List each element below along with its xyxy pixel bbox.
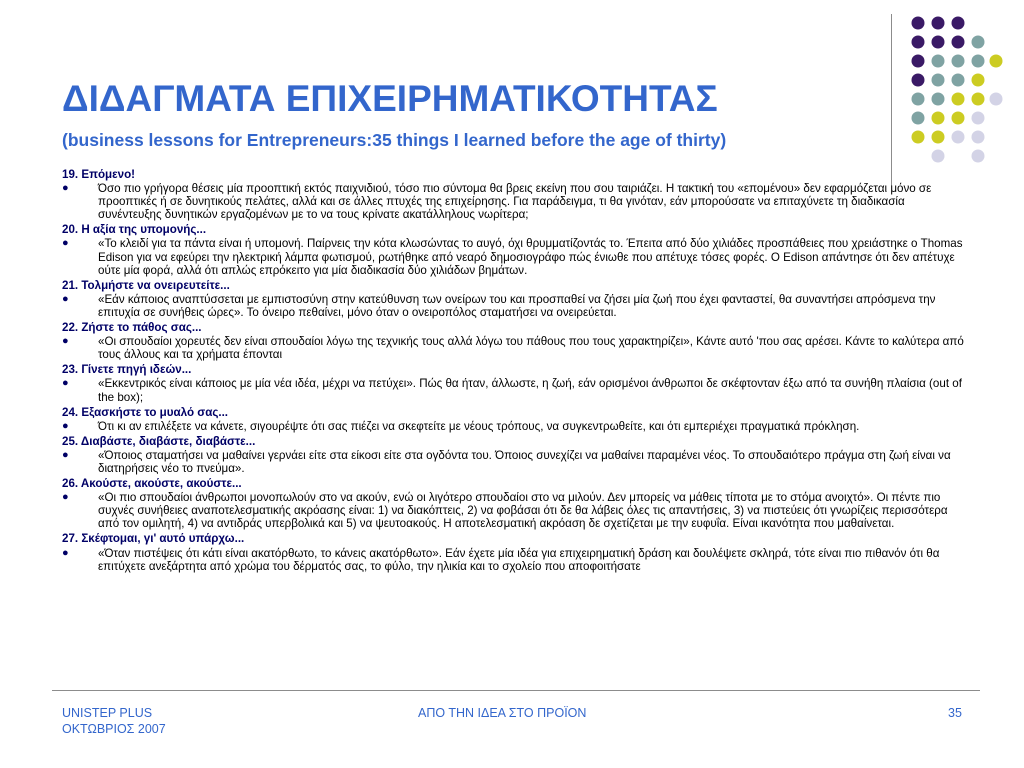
page-number: 35 — [948, 706, 962, 720]
lesson-bullet-item — [62, 293, 964, 319]
bullet-dot-icon: ● — [62, 419, 69, 432]
lesson-heading: 19. Επόμενο! — [62, 168, 136, 181]
decor-dot — [932, 131, 945, 144]
title-divider-vertical — [891, 14, 892, 186]
lesson-bullet-item — [62, 237, 964, 276]
decor-dot — [972, 112, 985, 125]
decor-dot — [952, 112, 965, 125]
lesson-text: «Το κλειδί για τα πάντα είναι ή υπομονή. Παίρνεις την κότα κλωσώντας το αυγό, όχι θρυμματίζοντάς το. Έπειτα από δύο χιλιάδες προσπάθειες που χρειάστηκε ο Thomas Edison για να εφεύρει την ηλεκτρική λάμπα φωτισμού, ρωτήθηκε από νεαρό δημοσιογράφο πώς ένιωθε που απέτυχε τόσες φορές. Ο Edison απάντησε ότι δεν απέτυχε ούτε μία φορά, αλλά ότι απλώς επρόκειτο για μία διαδικασία δύο χιλιάδων βημάτων. — [98, 237, 963, 277]
decor-dot — [932, 93, 945, 106]
decor-dot — [972, 93, 985, 106]
lesson-heading: 27. Σκέφτομαι, γι' αυτό υπάρχω... — [62, 532, 245, 546]
decor-dot — [990, 55, 1003, 68]
lesson-text: «Όταν πιστέψεις ότι κάτι είναι ακατόρθωτο, το κάνεις ακατόρθωτο». Εάν έχετε μία ιδέα για επιχειρηματική δράση και δουλέψετε σκληρά, τότε είναι πιο πιθανόν ότι θα επιτύχετε ανεξάρτητα από χρώμα του δέρματός σας, το φύλο, την ηλικία και το σχολείο που αποφοιτήσατε — [98, 546, 940, 573]
bullet-dot-icon: ● — [62, 292, 69, 305]
lesson-bullet-item — [62, 491, 964, 530]
lesson-text: «Όποιος σταματήσει να μαθαίνει γερνάει είτε στα είκοσι είτε στα ογδόντα του. Όποιος συνεχίζει να μαθαίνει παραμένει νέος. Το σπουδαιότερο πράγμα στη ζωή είναι να διατηρήσεις νέο το πνεύμα». — [98, 448, 951, 475]
decor-dot — [912, 112, 925, 125]
bullet-dot-icon: ● — [62, 377, 69, 390]
decor-dot — [912, 17, 925, 30]
lesson-text: «Οι πιο σπουδαίοι άνθρωποι μονοπωλούν στο να ακούν, ενώ οι λιγότερο σπουδαίοι στο να μιλούν. Δεν μπορείς να μάθεις τίποτα με το στόμα ανοιχτό». Οι πέντε πιο συχνές συνήθειες αναποτελεσματικής ακρόασης είναι: 1) να διακόπτεις, 2) να φοβάσαι ότι δε θα λάβεις όλες τις απαντήσεις, 3) να πιστεύεις ότι γνωρίζεις περισσότερα από τον ομιλητή, 4) να αντιδράς υπερβολικά και 5) να ψευτοακούς. Η αποτελεσματική ακρόαση δε σχετίζεται με την ευφυΐα. Είναι ικανότητα που μαθαίνεται. — [98, 491, 948, 531]
lesson-bullet-item — [62, 449, 964, 475]
lesson-text: «Εκκεντρικός είναι κάποιος με μία νέα ιδέα, μέχρι να πετύχει». Πώς θα ήταν, άλλωστε, η ζωή, εάν ορισμένοι άνθρωποι δε σκέφτονταν έξω από τα συνήθη πλαίσια (out of the box); — [98, 377, 962, 404]
lesson-heading: 23. Γίνετε πηγή ιδεών... — [62, 363, 192, 377]
bullet-dot-icon: ● — [62, 491, 69, 504]
decor-dot — [952, 17, 965, 30]
lesson-heading: 21. Τολμήστε να ονειρευτείτε... — [62, 278, 230, 292]
decor-dot — [912, 55, 925, 68]
lesson-heading: 26. Ακούστε, ακούστε, ακούστε... — [62, 477, 242, 491]
lesson-heading: 22. Ζήστε το πάθος σας... — [62, 321, 202, 335]
decor-dot — [912, 93, 925, 106]
decor-dot — [952, 93, 965, 106]
lesson-bullet-item — [62, 182, 964, 221]
decor-dot — [932, 36, 945, 49]
decor-dot — [972, 36, 985, 49]
decor-dot — [932, 74, 945, 87]
bullet-dot-icon: ● — [62, 182, 69, 195]
footer-divider — [52, 690, 980, 691]
decor-dot — [932, 112, 945, 125]
decor-dot — [972, 55, 985, 68]
decor-dot — [932, 150, 945, 163]
decor-dot — [912, 36, 925, 49]
footer-center-text: ΑΠΟ ΤΗΝ ΙΔΕΑ ΣΤΟ ΠΡΟΪΟΝ — [418, 706, 587, 720]
lesson-text: Ότι κι αν επιλέξετε να κάνετε, σιγουρέψτε ότι σας πιέζει να σκεφτείτε με νέους τρόπους, να συγκεντρωθείτε, και ότι εμπεριέχει πραγματικά πρόκληση. — [98, 419, 860, 433]
decor-dot — [952, 36, 965, 49]
decor-dot — [952, 55, 965, 68]
decor-dot — [972, 74, 985, 87]
lesson-bullet-item — [62, 547, 964, 573]
lesson-bullet-item — [62, 377, 964, 403]
slide-subtitle: (business lessons for Entrepreneurs:35 things I learned before the age of thirty) — [62, 130, 727, 150]
footer-left — [62, 705, 166, 737]
bullet-dot-icon: ● — [62, 546, 69, 559]
footer-date: ΟΚΤΩΒΡΙΟΣ 2007 — [62, 722, 166, 736]
footer-org: UNISTEP PLUS — [62, 706, 153, 720]
decor-dot — [990, 93, 1003, 106]
decor-dot — [932, 17, 945, 30]
lesson-heading: 25. Διαβάστε, διαβάστε, διαβάστε... — [62, 434, 256, 448]
lessons-list — [62, 166, 964, 573]
lesson-text: «Εάν κάποιος αναπτύσσεται με εμπιστοσύνη στην κατεύθυνση των ονείρων του και προσπαθεί να ζήσει μία ζωή που έχει φανταστεί, θα συναντήσει απρόσμενα την επιτυχία σε συνήθεις ώρες». Το όνειρο πεθαίνει, μόνο όταν ο ονειροπόλος σταματήσει να ονειρεύεται. — [98, 292, 936, 319]
bullet-dot-icon: ● — [62, 335, 69, 348]
bullet-dot-icon: ● — [62, 448, 69, 461]
slide-title: ΔΙΔΑΓΜΑΤΑ ΕΠΙΧΕΙΡΗΜΑΤΙΚΟΤΗΤΑΣ — [62, 78, 718, 119]
decor-dot — [972, 150, 985, 163]
lesson-heading: 24. Εξασκήστε το μυαλό σας... — [62, 405, 229, 419]
lesson-heading: 20. Η αξία της υπομονής... — [62, 223, 207, 237]
lesson-text: «Οι σπουδαίοι χορευτές δεν είναι σπουδαίοι λόγω της τεχνικής τους αλλά λόγω του πάθους που τους χαρακτηρίζει», Κάντε αυτό 'που σας αρέσει. Κάντε το καλύτερα από τους άλλους και τα χρήματα έπονται — [98, 335, 964, 362]
decor-dot — [972, 131, 985, 144]
bullet-dot-icon: ● — [62, 237, 69, 250]
lesson-bullet-item — [62, 335, 964, 361]
decor-dot — [952, 131, 965, 144]
lesson-bullet-item — [62, 420, 964, 433]
lesson-text: Όσο πιο γρήγορα θέσεις μία προοπτική εκτός παιχνιδιού, τόσο πιο σύντομα θα βρεις εκείνη που σου ταιριάζει. Η τακτική του «επομένου» δεν εφαρμόζεται μόνο σε προοπτικές ή σε δυνητικούς πελάτες, αλλά και σε άλλες πτυχές της επιχείρησης. Για παράδειγμα, τι θα γινόταν, εάν μπορούσατε να επιταχύνετε τη διαδικασία συνέντευξης δυνητικών εργαζομένων με το να τους κρίνατε ακατάλληλους νωρίτερα; — [98, 182, 932, 222]
decor-dot — [952, 74, 965, 87]
decor-dot — [912, 74, 925, 87]
decor-dot — [912, 131, 925, 144]
decor-dot — [932, 55, 945, 68]
